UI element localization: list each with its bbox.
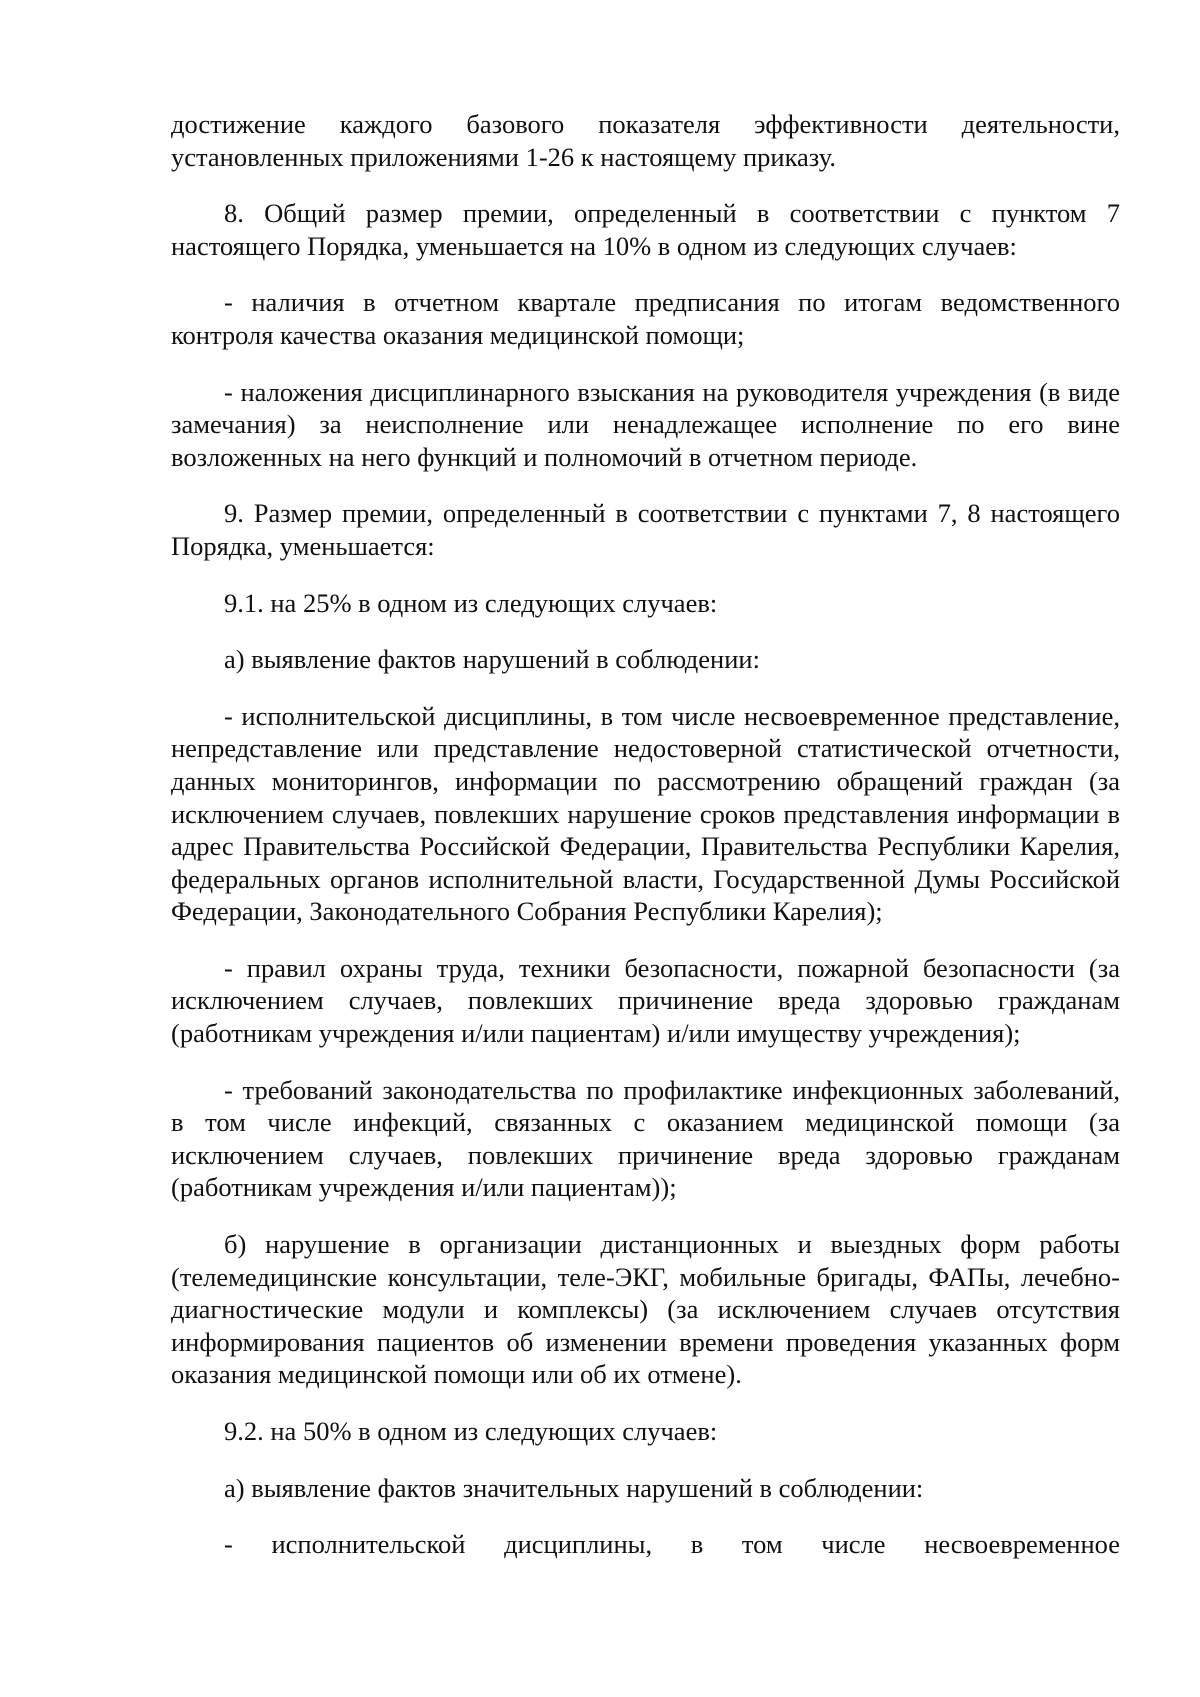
paragraph-item-9-2-a: а) выявление фактов значительных нарушений в соблюдении: [224, 1472, 924, 1503]
paragraph-item-9-1: 9.1. на 25% в одном из следующих случаев: [224, 587, 718, 618]
paragraph-item-8-case-2: - наложения дисциплинарного взыскания на руководителя учреждения (в виде замечания) за неисполнение или ненадлежащее исполнение по его вине возложенных на него функций и полномочий в отчетном периоде. [171, 376, 1120, 472]
paragraph-item-9-2: 9.2. на 50% в одном из следующих случаев: [224, 1416, 718, 1446]
paragraph-item-8: 8. Общий размер премии, определенный в соответствии с пунктом 7 настоящего Порядка, уменьшается на 10% в одном из следующих случаев: [171, 198, 1120, 261]
paragraph-item-9: 9. Размер премии, определенный в соответствии с пунктами 7, 8 настоящего Порядка, уменьшается: [171, 498, 1120, 561]
paragraph-item-9-2-a-discipline: - исполнительской дисциплины, в том числе несвоевременное [224, 1529, 1120, 1560]
paragraph-item-8-case-1: - наличия в отчетном квартале предписания по итогам ведомственного контроля качества оказания медицинской помощи; [171, 287, 1120, 350]
paragraph-item-9-1-a-infection: - требований законодательства по профилактике инфекционных заболеваний, в том числе инфекций, связанных с оказанием медицинской помощи (за исключением случаев, повлекших причинение вреда здоровью гражданам (работникам учреждения и/или пациентам)); [171, 1074, 1120, 1203]
paragraph-item-9-1-a-discipline: - исполнительской дисциплины, в том числе несвоевременное представление, непредставление или представление недостоверной статистической отчетности, данных мониторингов, информации по рассмотрению обращений граждан (за исключением случаев, повлекших нарушение сроков представления информации в адрес Правительства Российской Федерации, Правительства Республики Карелия, федеральных органов исполнительной власти, Государственной Думы Российской Федерации, Законодательного Собрания Республики Карелия); [171, 700, 1120, 927]
paragraph-item-9-1-b: б) нарушение в организации дистанционных и выездных форм работы (телемедицинские консультации, теле-ЭКГ, мобильные бригады, ФАПы, лечебно-диагностические модули и комплексы) (за исключением случаев отсутствия информирования пациентов об изменении времени проведения указанных форм оказания медицинской помощи или об их отмене). [171, 1229, 1120, 1390]
paragraph-item-9-1-a: а) выявление фактов нарушений в соблюдении: [224, 644, 760, 675]
paragraph-continuation: достижение каждого базового показателя эффективности деятельности, установленных приложениями 1-26 к настоящему приказу. [171, 109, 1120, 172]
document-page [171, 108, 1120, 1585]
paragraph-item-9-1-a-safety: - правил охраны труда, техники безопасности, пожарной безопасности (за исключением случаев, повлекших причинение вреда здоровью гражданам (работникам учреждения и/или пациентам) и/или имуществу учреждения); [171, 952, 1120, 1049]
